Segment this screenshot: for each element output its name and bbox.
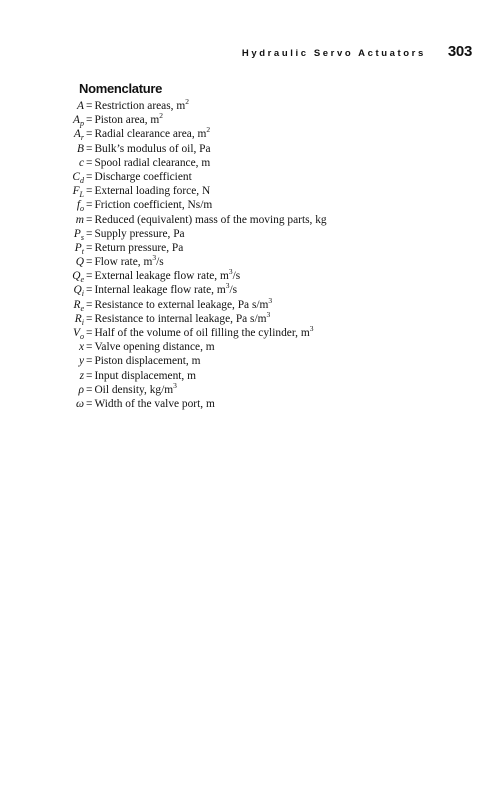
nomenclature-definition <box>94 113 163 127</box>
definition-text: Width of the valve port, m <box>94 397 215 410</box>
definition-text: Resistance to external leakage, Pa s/m <box>94 298 269 311</box>
symbol-letter: R <box>73 298 81 311</box>
nomenclature-item <box>0 295 327 313</box>
symbol-letter: C <box>72 170 80 183</box>
nomenclature-definition <box>94 156 210 170</box>
nomenclature-item <box>0 142 327 156</box>
nomenclature-definition <box>94 312 270 326</box>
nomenclature-item <box>0 255 327 269</box>
running-head <box>242 43 472 63</box>
nomenclature-item <box>0 99 327 113</box>
definition-text: External leakage flow rate, m <box>94 270 229 283</box>
unit-exponent: 3 <box>266 310 271 320</box>
definition-text: Restriction areas, m <box>94 100 186 112</box>
nomenclature-definition <box>94 397 214 411</box>
unit-exponent: 3 <box>152 253 157 263</box>
equals-sign: = <box>86 369 93 382</box>
unit-exponent: 3 <box>268 295 273 305</box>
definition-text: Input displacement, m <box>94 369 196 382</box>
nomenclature-definition <box>94 127 210 141</box>
nomenclature-definition <box>94 227 184 241</box>
nomenclature-definition <box>94 241 183 255</box>
symbol-letter: A <box>73 114 80 127</box>
nomenclature-definition <box>94 283 237 297</box>
symbol-subscript: t <box>81 246 84 256</box>
definition-text: External loading force, N <box>94 185 211 198</box>
symbol-letter: P <box>74 241 82 254</box>
definition-text: Flow rate, m <box>94 256 153 269</box>
definition-text: Supply pressure, Pa <box>94 227 185 240</box>
page-number: 303 <box>447 43 472 60</box>
symbol-letter: B <box>77 142 84 155</box>
definition-text: Resistance to internal leakage, Pa s/m <box>94 312 267 325</box>
nomenclature-item <box>0 326 327 340</box>
nomenclature-definition <box>94 269 240 283</box>
equals-sign: = <box>86 156 93 169</box>
nomenclature-item <box>0 354 327 368</box>
unit-exponent: 3 <box>225 281 230 291</box>
nomenclature-item <box>0 198 327 212</box>
equals-sign: = <box>86 397 93 410</box>
nomenclature-symbol <box>0 198 84 212</box>
symbol-letter: z <box>79 369 84 382</box>
nomenclature-symbol <box>0 255 84 269</box>
equals-sign: = <box>86 199 93 212</box>
section-title: Nomenclature <box>79 81 163 96</box>
equals-sign: = <box>86 312 93 325</box>
symbol-letter: ρ <box>78 383 84 396</box>
equals-sign: = <box>86 256 93 269</box>
nomenclature-definition <box>94 170 191 184</box>
definition-text: Piston displacement, m <box>94 355 201 368</box>
symbol-subscript: o <box>80 204 84 214</box>
equals-sign: = <box>86 284 93 297</box>
nomenclature-symbol <box>0 184 84 198</box>
equals-sign: = <box>86 114 93 127</box>
symbol-letter: Q <box>75 256 84 269</box>
nomenclature-symbol <box>0 127 84 141</box>
symbol-subscript: s <box>80 232 84 242</box>
equals-sign: = <box>86 185 93 198</box>
definition-text: Friction coefficient, Ns/m <box>94 199 213 212</box>
nomenclature-definition <box>94 380 177 397</box>
nomenclature-item <box>0 397 327 411</box>
symbol-subscript: d <box>80 175 84 185</box>
symbol-letter: Q <box>72 270 81 283</box>
nomenclature-item <box>0 380 327 397</box>
symbol-subscript: L <box>79 190 84 200</box>
symbol-subscript: i <box>81 317 84 327</box>
symbol-letter: f <box>76 199 80 212</box>
definition-text: Piston area, m <box>94 114 160 127</box>
symbol-letter: c <box>78 156 84 169</box>
nomenclature-item <box>0 369 327 383</box>
nomenclature-list <box>0 99 327 411</box>
unit-exponent: 2 <box>185 97 189 107</box>
nomenclature-definition <box>94 213 326 227</box>
unit-exponent: 3 <box>173 380 177 390</box>
symbol-subscript: p <box>80 119 84 129</box>
symbol-letter: A <box>77 100 84 112</box>
symbol-letter: Q <box>73 284 82 297</box>
unit-suffix: /s <box>232 270 241 283</box>
nomenclature-symbol <box>0 170 84 184</box>
nomenclature-symbol <box>0 340 84 354</box>
nomenclature-definition <box>94 295 273 312</box>
nomenclature-symbol <box>0 227 84 241</box>
nomenclature-definition <box>94 99 189 113</box>
nomenclature-item <box>0 170 327 184</box>
nomenclature-item <box>0 269 327 283</box>
equals-sign: = <box>86 170 93 183</box>
symbol-letter: F <box>72 185 80 198</box>
nomenclature-item <box>0 127 327 141</box>
symbol-letter: m <box>75 213 84 226</box>
unit-suffix: /s <box>229 284 238 297</box>
equals-sign: = <box>86 327 93 339</box>
nomenclature-item <box>0 312 327 326</box>
equals-sign: = <box>86 227 93 240</box>
nomenclature-item <box>0 184 327 198</box>
symbol-letter: V <box>73 327 80 339</box>
nomenclature-symbol <box>0 283 84 297</box>
definition-text: Valve opening distance, m <box>94 341 215 354</box>
equals-sign: = <box>86 213 93 226</box>
nomenclature-definition <box>94 255 163 269</box>
running-title: Hydraulic Servo Actuators <box>241 48 426 59</box>
nomenclature-item <box>0 213 327 227</box>
unit-suffix: /s <box>156 256 164 269</box>
nomenclature-symbol <box>0 369 84 383</box>
definition-text: Oil density, kg/m <box>94 383 174 396</box>
nomenclature-symbol <box>0 99 84 113</box>
symbol-subscript: o <box>80 332 84 341</box>
nomenclature-definition <box>94 326 313 340</box>
nomenclature-symbol <box>0 213 84 227</box>
nomenclature-symbol <box>0 113 84 127</box>
definition-text: Discharge coefficient <box>94 170 192 183</box>
equals-sign: = <box>86 100 93 112</box>
equals-sign: = <box>86 355 93 368</box>
symbol-letter: x <box>78 341 84 354</box>
nomenclature-definition <box>94 340 214 354</box>
equals-sign: = <box>86 298 93 311</box>
nomenclature-definition <box>94 198 212 212</box>
equals-sign: = <box>86 241 93 254</box>
nomenclature-item <box>0 156 327 170</box>
nomenclature-item <box>0 227 327 241</box>
nomenclature-item <box>0 113 327 127</box>
unit-exponent: 2 <box>206 125 211 135</box>
nomenclature-symbol <box>0 241 84 255</box>
equals-sign: = <box>86 270 93 283</box>
equals-sign: = <box>86 383 93 396</box>
nomenclature-symbol <box>0 142 84 156</box>
equals-sign: = <box>86 128 93 141</box>
nomenclature-item <box>0 340 327 354</box>
symbol-letter: A <box>73 128 81 141</box>
nomenclature-symbol <box>0 326 84 340</box>
nomenclature-symbol <box>0 269 84 283</box>
symbol-subscript: e <box>80 275 84 285</box>
definition-text: Radial clearance area, m <box>94 128 207 141</box>
symbol-subscript: i <box>81 289 84 299</box>
equals-sign: = <box>86 142 93 155</box>
symbol-subscript: e <box>80 303 84 313</box>
unit-exponent: 2 <box>159 111 164 121</box>
definition-text: Half of the volume of oil filling the cylinder, m <box>94 327 310 339</box>
definition-text: Return pressure, Pa <box>94 241 184 254</box>
nomenclature-definition <box>94 369 196 383</box>
symbol-letter: ω <box>75 397 84 410</box>
nomenclature-symbol <box>0 383 84 397</box>
symbol-letter: P <box>73 227 81 240</box>
nomenclature-symbol <box>0 156 84 170</box>
nomenclature-definition <box>94 142 210 156</box>
definition-text: Reduced (equivalent) mass of the moving parts, kg <box>94 213 327 226</box>
definition-text: Bulk’s modulus of oil, Pa <box>94 142 211 155</box>
unit-exponent: 3 <box>228 267 233 277</box>
nomenclature-symbol <box>0 397 84 411</box>
nomenclature-item <box>0 241 327 255</box>
nomenclature-definition <box>94 354 200 368</box>
nomenclature-definition <box>94 184 210 198</box>
nomenclature-item <box>0 283 327 297</box>
symbol-letter: R <box>74 312 82 325</box>
equals-sign: = <box>86 341 93 354</box>
definition-text: Spool radial clearance, m <box>94 156 211 169</box>
symbol-subscript: r <box>80 133 84 143</box>
nomenclature-symbol <box>0 298 84 312</box>
unit-exponent: 3 <box>309 324 314 334</box>
symbol-letter: y <box>78 355 84 368</box>
nomenclature-symbol <box>0 354 84 368</box>
nomenclature-symbol <box>0 312 84 326</box>
definition-text: Internal leakage flow rate, m <box>94 284 226 297</box>
